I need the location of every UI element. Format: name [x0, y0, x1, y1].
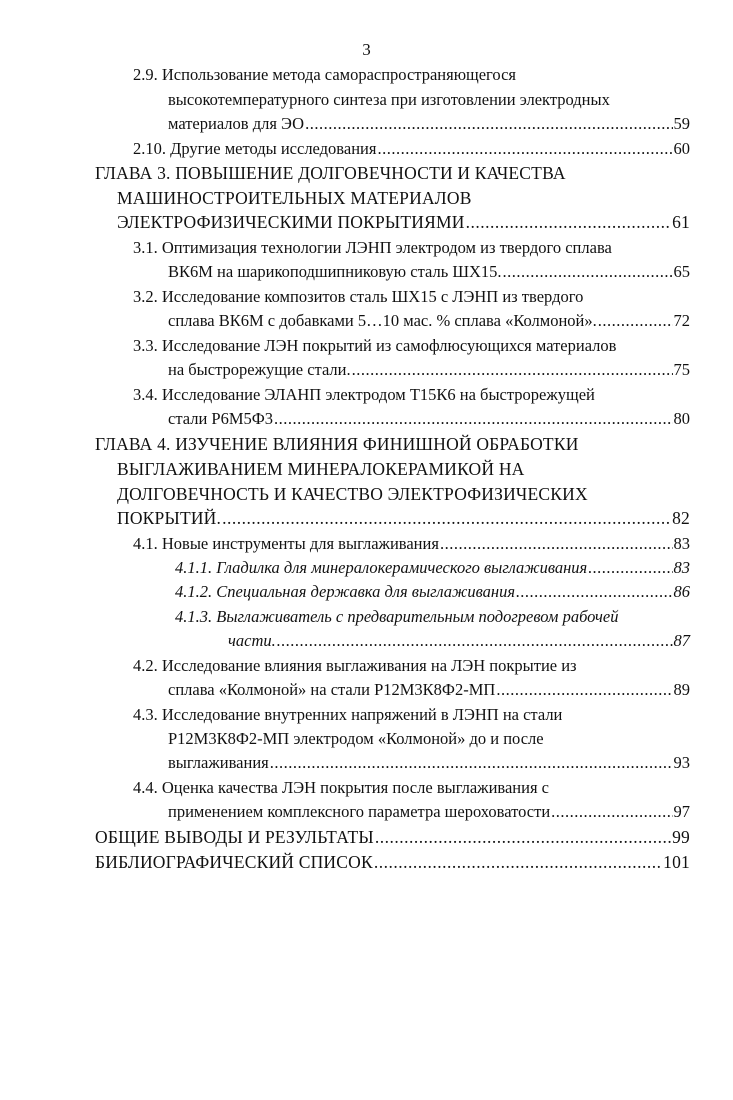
- leader-dots: [374, 851, 662, 873]
- toc-3-2-page: 72: [673, 311, 690, 330]
- leader-dots: [496, 679, 672, 701]
- toc-4-4-page: 97: [673, 802, 690, 821]
- leader-dots: [598, 310, 673, 332]
- toc-2-10-page: 60: [673, 139, 690, 158]
- toc-3-4-line1: 3.4. Исследование ЭЛАНП электродом Т15К6 на быстрорежущей: [133, 385, 595, 404]
- toc-bibliography-page: 101: [663, 852, 690, 872]
- toc-4-2-page: 89: [673, 680, 690, 699]
- toc-entry-ch4[interactable]: [117, 507, 690, 529]
- toc-4-2-line1: 4.2. Исследование влияния выглаживания на ЛЭН покрытие из: [133, 656, 577, 675]
- toc-ch3-page: 61: [672, 212, 690, 232]
- toc-ch4-page: 82: [672, 508, 690, 528]
- toc-entry-4-1-1[interactable]: [175, 557, 690, 579]
- toc-entry-3-3[interactable]: [168, 359, 690, 381]
- toc-entry-ch3[interactable]: [117, 211, 690, 233]
- leader-dots: [305, 113, 672, 135]
- leader-dots: [222, 507, 671, 529]
- toc-4-3-line1: 4.3. Исследование внутренних напряжений в ЛЭНП на стали: [133, 705, 563, 724]
- toc-4-1-1-page: 83: [673, 558, 690, 577]
- toc-3-2-line1: 3.2. Исследование композитов сталь ШХ15 с ЛЭНП из твердого: [133, 287, 584, 306]
- leader-dots: [440, 533, 673, 555]
- toc-entry-4-2[interactable]: [168, 679, 690, 701]
- toc-2-10-title: 2.10. Другие методы исследования: [133, 139, 377, 158]
- toc-4-1-3-page: 87: [673, 631, 690, 650]
- toc-conclusions-page: 99: [672, 827, 690, 847]
- toc-conclusions-title: ОБЩИЕ ВЫВОДЫ И РЕЗУЛЬТАТЫ: [95, 827, 374, 847]
- toc-entry-2-9[interactable]: [168, 113, 690, 135]
- toc-3-1-page: 65: [673, 262, 690, 281]
- toc-entry-conclusions[interactable]: [95, 826, 690, 848]
- toc-3-4-line2: стали Р6М5Ф3: [168, 409, 274, 428]
- toc-3-1-line1: 3.1. Оптимизация технологии ЛЭНП электродом из твердого сплава: [133, 238, 612, 257]
- leader-dots: [274, 408, 672, 430]
- toc-4-3-page: 93: [673, 753, 690, 772]
- leader-dots: [516, 581, 673, 603]
- page-number: 3: [362, 40, 371, 59]
- toc-ch4-line1: ГЛАВА 4. ИЗУЧЕНИЕ ВЛИЯНИЯ ФИНИШНОЙ ОБРАБОТКИ: [95, 434, 579, 454]
- toc-2-9-line3: материалов для ЭО: [168, 114, 305, 133]
- toc-entry-3-2[interactable]: [168, 310, 690, 332]
- toc-entry-4-4[interactable]: [168, 801, 690, 823]
- leader-dots: [270, 752, 673, 774]
- toc-entry-2-10[interactable]: [133, 138, 690, 160]
- toc-3-2-line2: сплава ВК6М с добавками 5…10 мас. % сплава «Колмоной».: [168, 311, 597, 330]
- toc-4-4-line1: 4.4. Оценка качества ЛЭН покрытия после выглаживания с: [133, 778, 550, 797]
- toc-3-3-line2: на быстрорежущие стали.: [168, 360, 351, 379]
- toc-entry-4-3[interactable]: [168, 752, 690, 774]
- toc-ch4-line3: ДОЛГОВЕЧНОСТЬ И КАЧЕСТВО ЭЛЕКТРОФИЗИЧЕСКИХ: [117, 484, 588, 504]
- toc-4-1-3-line2: части.: [228, 631, 276, 650]
- toc-ch3-line2: МАШИНОСТРОИТЕЛЬНЫХ МАТЕРИАЛОВ: [117, 188, 472, 208]
- toc-4-1-page: 83: [673, 534, 690, 553]
- toc-4-2-line2: сплава «Колмоной» на стали Р12М3К8Ф2-МП: [168, 680, 496, 699]
- toc-4-1-2-page: 86: [673, 582, 690, 601]
- leader-dots: [503, 261, 673, 283]
- toc-2-9-page: 59: [673, 114, 690, 133]
- toc-entry-4-1[interactable]: [133, 533, 690, 555]
- toc-4-3-line3: выглаживания: [168, 753, 269, 772]
- toc-4-1-2-title: 4.1.2. Специальная державка для выглаживания: [175, 582, 515, 601]
- toc-entry-bibliography[interactable]: [95, 851, 690, 873]
- leader-dots: [466, 211, 671, 233]
- toc-bibliography-title: БИБЛИОГРАФИЧЕСКИЙ СПИСОК: [95, 852, 373, 872]
- toc-entry-3-4[interactable]: [168, 408, 690, 430]
- toc-entry-4-1-2[interactable]: [175, 581, 690, 603]
- leader-dots: [551, 801, 672, 823]
- leader-dots: [588, 557, 672, 579]
- leader-dots: [377, 138, 672, 160]
- toc-3-3-page: 75: [673, 360, 690, 379]
- toc-4-1-title: 4.1. Новые инструменты для выглаживания: [133, 534, 439, 553]
- toc-2-9-line2: высокотемпературного синтеза при изготовлении электродных: [168, 90, 610, 109]
- toc-4-1-3-line1: 4.1.3. Выглаживатель с предварительным подогревом рабочей: [175, 607, 619, 626]
- leader-dots: [277, 630, 673, 652]
- toc-3-4-page: 80: [673, 409, 690, 428]
- toc-entry-4-1-3[interactable]: [228, 630, 690, 652]
- toc-ch3-line3: ЭЛЕКТРОФИЗИЧЕСКИМИ ПОКРЫТИЯМИ: [117, 212, 465, 232]
- toc-ch3-line1: ГЛАВА 3. ПОВЫШЕНИЕ ДОЛГОВЕЧНОСТИ И КАЧЕСТВА: [95, 163, 566, 183]
- leader-dots: [375, 826, 671, 848]
- toc-ch4-line2: ВЫГЛАЖИВАНИЕМ МИНЕРАЛОКЕРАМИКОЙ НА: [117, 459, 525, 479]
- toc-ch4-line4: ПОКРЫТИЙ.: [117, 508, 222, 528]
- toc-4-3-line2: Р12М3К8Ф2-МП электродом «Колмоной» до и после: [168, 729, 544, 748]
- toc-4-1-1-title: 4.1.1. Гладилка для минералокерамического выглаживания: [175, 558, 588, 577]
- leader-dots: [352, 359, 673, 381]
- toc-3-1-line2: ВК6М на шарикоподшипниковую сталь ШХ15.: [168, 262, 502, 281]
- toc-3-3-line1: 3.3. Исследование ЛЭН покрытий из самофлюсующихся материалов: [133, 336, 617, 355]
- toc-2-9-line1: 2.9. Использование метода самораспространяющегося: [133, 65, 516, 84]
- toc-entry-3-1[interactable]: [168, 261, 690, 283]
- toc-4-4-line2: применением комплексного параметра шероховатости: [168, 802, 551, 821]
